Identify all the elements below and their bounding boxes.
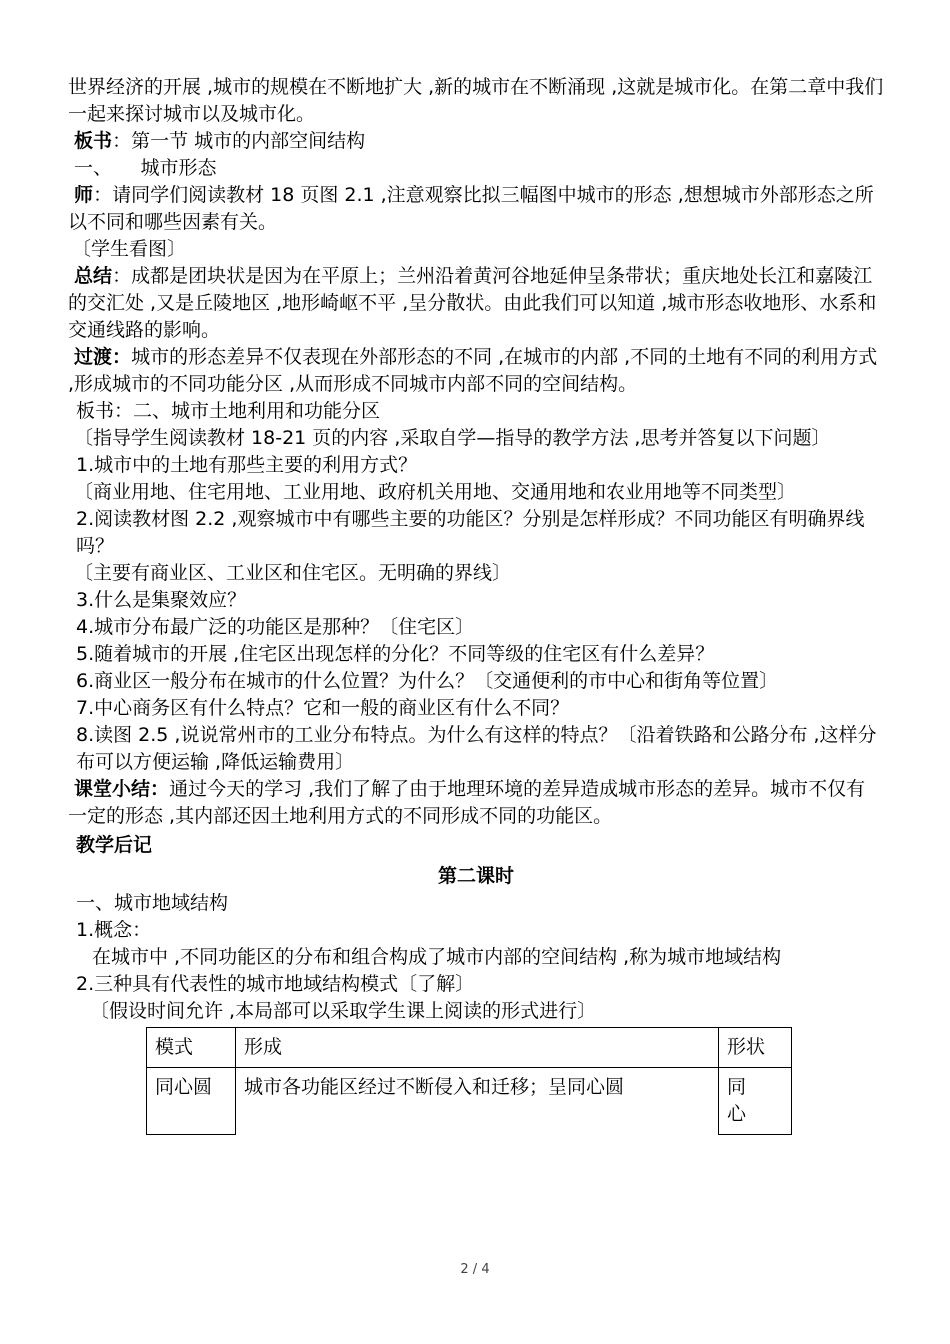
table-header-cell: 模式 — [147, 1028, 236, 1068]
table-cell: 同心圆 — [147, 1068, 236, 1135]
summary-paragraph — [68, 263, 884, 344]
summary-text: ：成都是团块状是因为在平原上；兰州沿着黄河谷地延伸呈条带状；重庆地处长江和嘉陵江的交汇处 ,又是丘陵地区 ,地形崎岖不平 ,呈分散状。由此我们可以知道 ,城市形态收地形、水系和交通线路的影响。 — [68, 265, 877, 341]
transition-text: 城市的形态差异不仅表现在外部形态的不同 ,在城市的内部 ,不同的土地有不同的利用方式 ,形成城市的不同功能分区 ,从而形成不同城市内部不同的空间结构。 — [68, 346, 878, 395]
table-row — [147, 1068, 792, 1135]
class-summary-label: 课堂小结： — [74, 778, 170, 800]
table-header-cell: 形状 — [719, 1028, 792, 1068]
table-header-cell: 形成 — [236, 1028, 719, 1068]
question-4: 4.城市分布最广泛的功能区是那种？〔住宅区〕 — [76, 616, 475, 638]
models-table — [146, 1027, 792, 1135]
table-cell: 城市各功能区经过不断侵入和迁移；呈同心圆 — [236, 1068, 719, 1135]
intro-paragraph: 世界经济的开展 ,城市的规模在不断地扩大 ,新的城市在不断涌现 ,这就是城市化。在第二章中我们一起来探讨城市以及城市化。 — [68, 76, 884, 125]
document-page — [68, 74, 884, 1135]
teacher-text: ：请同学们阅读教材 18 页图 2.1 ,注意观察比拟三幅图中城市的形态 ,想想城市外部形态之所以不同和哪些因素有关。 — [68, 184, 874, 233]
question-5: 5.随着城市的开展 ,住宅区出现怎样的分化？不同等级的住宅区有什么差异？ — [76, 643, 715, 665]
teacher-label: 师 — [74, 184, 94, 206]
question-7: 7.中心商务区有什么特点？它和一般的商业区有什么不同？ — [76, 697, 570, 719]
question-8: 8.读图 2.5 ,说说常州市的工业分布特点。为什么有这样的特点？〔沿着铁路和公路分布 ,这样分布可以方便运输 ,降低运输费用〕 — [76, 724, 877, 773]
board-label: 板书 — [74, 130, 113, 152]
answer-1: 〔商业用地、住宅用地、工业用地、政府机关用地、交通用地和农业用地等不同类型〕 — [74, 481, 797, 503]
table-cell: 同 心 — [719, 1068, 792, 1135]
guide-paragraph: 〔指导学生阅读教材 18-21 页的内容 ,采取自学—指导的教学方法 ,思考并答复以下问题〕 — [74, 427, 831, 449]
concept-heading: 1.概念： — [76, 919, 152, 941]
section-heading-1: 一、 城市形态 — [74, 157, 217, 179]
students-look: 〔学生看图〕 — [72, 238, 187, 260]
section-regional: 一、城市地域结构 — [76, 892, 229, 914]
board-note-1 — [68, 128, 884, 155]
question-1: 1.城市中的土地有那些主要的利用方式？ — [76, 454, 418, 476]
board-text: ：第一节 城市的内部空间结构 — [112, 130, 366, 152]
answer-2: 〔主要有商业区、工业区和住宅区。无明确的界线〕 — [74, 562, 512, 584]
models-heading: 2.三种具有代表性的城市地域结构模式〔了解〕 — [76, 973, 475, 995]
teacher-paragraph — [68, 182, 884, 236]
models-note: 〔假设时间允许 ,本局部可以采取学生课上阅读的形式进行〕 — [90, 1000, 597, 1022]
class-summary-paragraph — [68, 776, 884, 830]
transition-label: 过渡： — [74, 346, 132, 368]
table-header-row — [147, 1028, 792, 1068]
concept-text: 在城市中 ,不同功能区的分布和组合构成了城市内部的空间结构 ,称为城市地域结构 — [92, 946, 782, 968]
page-number: 2 / 4 — [460, 1262, 490, 1277]
summary-label: 总结 — [74, 265, 113, 287]
transition-paragraph — [68, 344, 884, 398]
question-2: 2.阅读教材图 2.2 ,观察城市中有哪些主要的功能区？分别是怎样形成？不同功能区有明确界线吗？ — [76, 508, 865, 557]
lesson2-title: 第二课时 — [437, 865, 514, 887]
board-note-2: 板书：二、城市土地利用和功能分区 — [76, 400, 381, 422]
question-3: 3.什么是集聚效应？ — [76, 589, 247, 611]
question-6: 6.商业区一般分布在城市的什么位置？为什么？〔交通便利的市中心和街角等位置〕 — [76, 670, 779, 692]
class-summary-text: 通过今天的学习 ,我们了解了由于地理环境的差异造成城市形态的差异。城市不仅有一定的形态 ,其内部还因土地利用方式的不同形成不同的功能区。 — [68, 778, 866, 827]
postscript-heading: 教学后记 — [76, 834, 153, 856]
